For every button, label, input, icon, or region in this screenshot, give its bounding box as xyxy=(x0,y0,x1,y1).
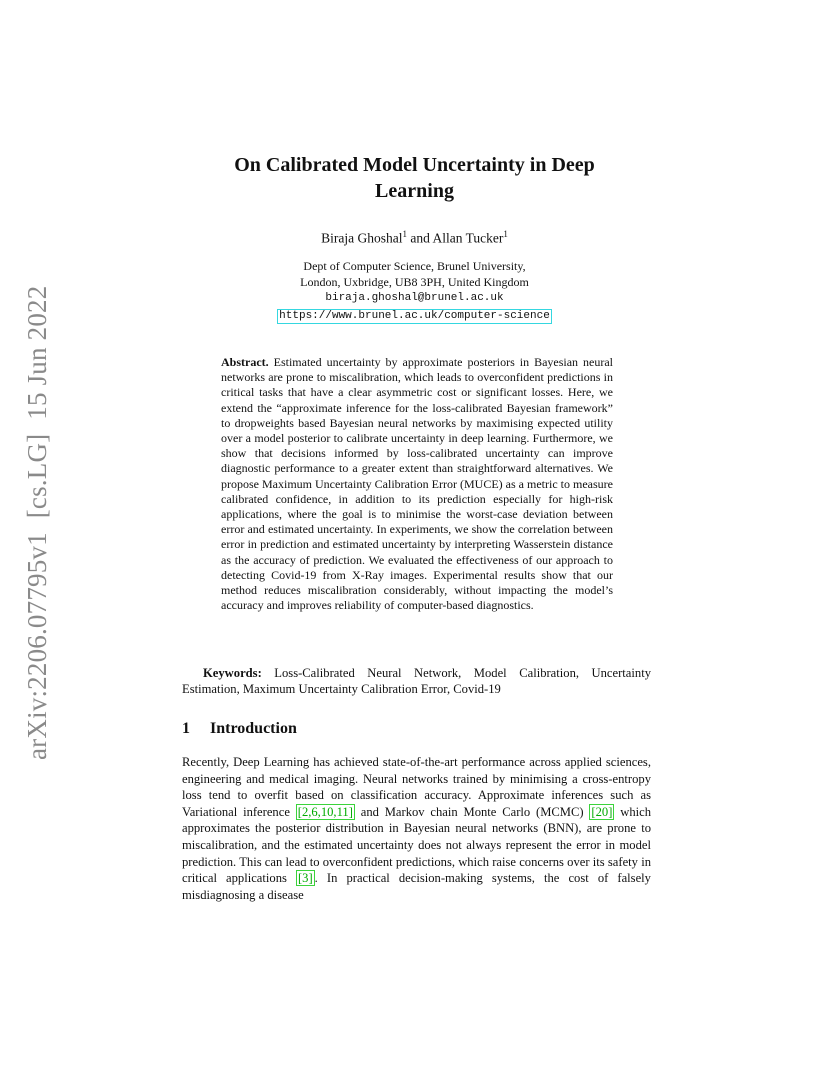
affiliation-mark: 1 xyxy=(503,229,508,239)
affiliation-mark: 1 xyxy=(402,229,407,239)
title-line-2: Learning xyxy=(375,180,454,202)
author-name: Biraja Ghoshal xyxy=(321,230,403,246)
paper-title xyxy=(180,152,649,204)
citation-link[interactable]: [2,6,10,11] xyxy=(297,804,353,819)
affiliation-line: Dept of Computer Science, Brunel University, xyxy=(303,259,526,273)
department-url-link[interactable]: https://www.brunel.ac.uk/computer-science xyxy=(279,310,550,322)
citation-link[interactable]: [20] xyxy=(591,804,613,819)
title-line-1: On Calibrated Model Uncertainty in Deep xyxy=(234,154,595,176)
author-email: biraja.ghoshal@brunel.ac.uk xyxy=(325,292,504,304)
paragraph-text: Recently, Deep Learning has achieved state-of-the-art performance across applied sciences, engineering and medical imaging. Neural networks trained by minimising a cross-entropy loss tend to overfit based on classification accuracy. Approximate inferences such as Variational inference xyxy=(182,755,651,819)
affiliation-line: London, Uxbridge, UB8 3PH, United Kingdom xyxy=(300,275,529,289)
author-conjunction: and xyxy=(410,230,430,246)
introduction-paragraph xyxy=(182,754,651,903)
citation-link[interactable]: [3] xyxy=(297,871,313,886)
section-heading xyxy=(182,720,297,738)
paragraph-text: . In practical decision-making systems, the cost of falsely misdiagnosing a disease xyxy=(182,871,651,902)
abstract-text: Estimated uncertainty by approximate posteriors in Bayesian neural networks are prone to miscalibration, which leads to overconfident predictions in critical tasks that have a clear asymmetric cost or significant losses. Here, we extend the “approximate inference for the loss-calibrated Bayesian framework” to dropweights based Bayesian neural networks by maximising expected utility over a model posterior to calibrate uncertainty in deep learning. Furthermore, we show that decisions informed by loss-calibrated uncertainty can improve diagnostic performance to a greater extent than straightforward alternatives. We propose Maximum Uncertainty Calibration Error (MUCE) as a metric to measure calibrated confidence, in addition to its prediction especially for high-risk applications, where the goal is to minimise the worst-case deviation between error and estimated uncertainty. In experiments, we show the correlation between error in prediction and estimated uncertainty by interpreting Wasserstein distance as the accuracy of prediction. We evaluated the effectiveness of our approach to detecting Covid-19 from X-Ray images. Experimental results show that our method reduces miscalibration considerably, without impacting the model’s accuracy and improves reliability of computer-based diagnostics. xyxy=(221,355,614,613)
arxiv-identifier-stamp xyxy=(22,285,56,760)
keywords-text: Loss-Calibrated Neural Network, Model Calibration, Uncertainty Estimation, Maximum Uncertainty Calibration Error, Covid-19 xyxy=(182,666,651,697)
author-name: Allan Tucker xyxy=(432,230,504,246)
abstract-block xyxy=(221,355,613,613)
paragraph-text: and Markov chain Monte Carlo (MCMC) xyxy=(360,804,584,819)
abstract-label: Abstract. xyxy=(221,355,269,369)
paragraph-text: which approximates the posterior distribution in Bayesian neural networks (BNN), are prone to miscalibration, and the estimated uncertainty does not always represent the error in model prediction. This can lead to overconfident predictions, which raise concerns over its safety in critical applications xyxy=(182,804,652,886)
keywords-label: Keywords: xyxy=(203,666,262,680)
author-list xyxy=(180,229,649,247)
keywords-block xyxy=(182,665,651,698)
arxiv-identifier-text: arXiv:2206.07795v1 [cs.LG] 15 Jun 2022 xyxy=(22,285,52,760)
section-number: 1 xyxy=(182,720,190,737)
section-title: Introduction xyxy=(210,720,297,737)
affiliation-block xyxy=(180,258,649,324)
